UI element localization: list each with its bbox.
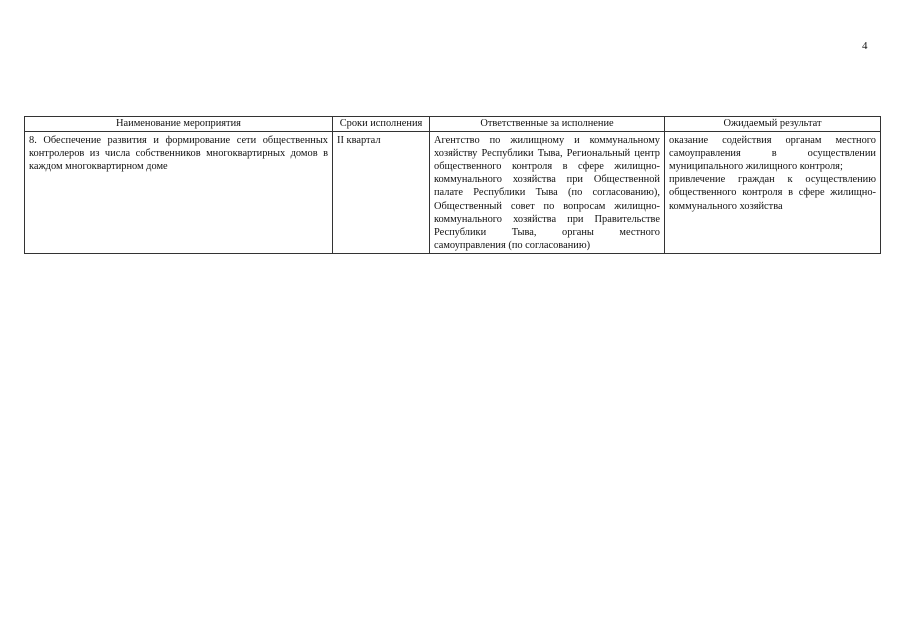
- deadline-cell: II квартал: [333, 131, 430, 254]
- table-header-row: [25, 117, 881, 132]
- header-name: Наименование мероприятия: [25, 117, 333, 132]
- page-number: 4: [862, 40, 868, 52]
- header-responsible: Ответственные за исполнение: [430, 117, 665, 132]
- result-item: привлечение граждан к осуществлению общественного контроля в сфере жилищно-коммунального хозяйства: [669, 174, 876, 212]
- measures-table: [24, 116, 881, 254]
- header-result: Ожидаемый результат: [665, 117, 881, 132]
- table-row: [25, 131, 881, 254]
- header-deadline: Сроки исполнения: [333, 117, 430, 132]
- responsible-cell: Агентство по жилищному и коммунальному хозяйству Республики Тыва, Региональный центр общественного контроля в сфере жилищно-коммунального хозяйства при Общественной палате Республики Тыва (по согласованию), Общественный совет по вопросам жилищно-коммунального хозяйства при Правительстве Республики Тыва, органы местного самоуправления (по согласованию): [430, 131, 665, 254]
- result-item: оказание содействия органам местного самоуправления в осуществлении муниципального жилищного контроля;: [669, 134, 876, 172]
- result-cell: [665, 131, 881, 254]
- measure-name-cell: 8. Обеспечение развития и формирование сети общественных контролеров из числа собственников многоквартирных домов в каждом многоквартирном доме: [25, 131, 333, 254]
